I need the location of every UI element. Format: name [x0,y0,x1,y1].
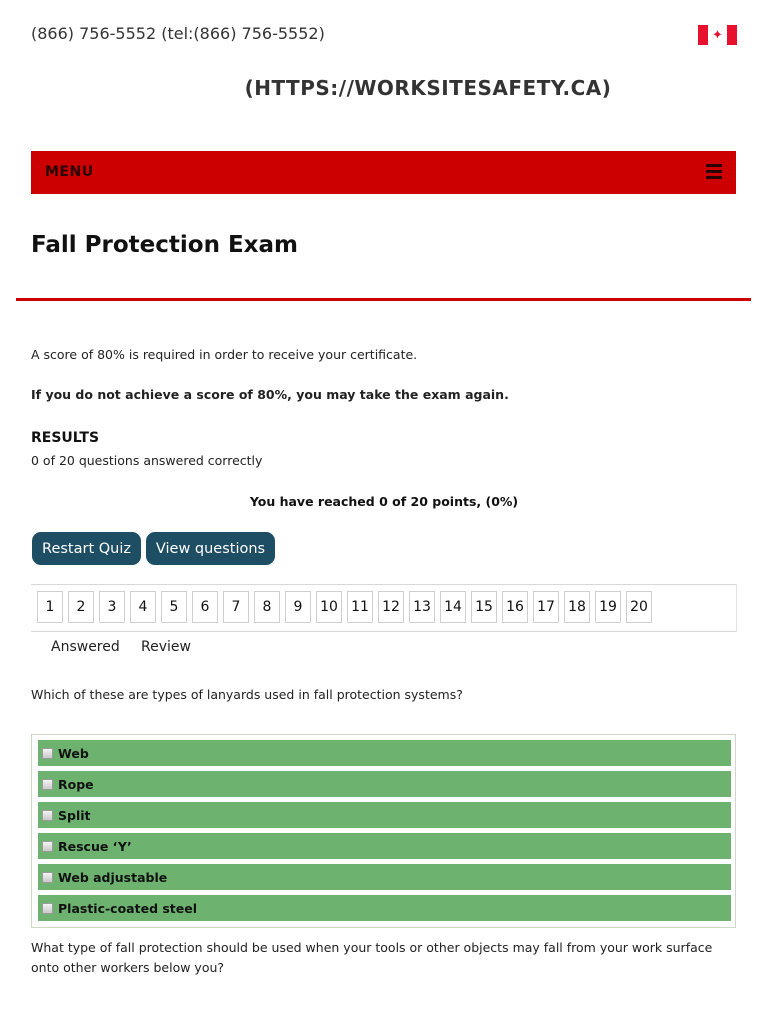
points-summary: You have reached 0 of 20 points, (0%) [249,494,519,509]
answer-label: Split [58,807,91,823]
question-number-2[interactable]: 2 [68,591,94,623]
question-number-6[interactable]: 6 [192,591,218,623]
question-number-9[interactable]: 9 [285,591,311,623]
answer-option[interactable] [38,833,731,859]
retake-note: If you do not achieve a score of 80%, you may take the exam again. [31,387,509,402]
question-number-11[interactable]: 11 [347,591,373,623]
question-number-19[interactable]: 19 [595,591,621,623]
question-number-18[interactable]: 18 [564,591,590,623]
maple-leaf-icon: ✦ [712,27,723,43]
answer-option[interactable] [38,771,731,797]
answer-checkbox[interactable] [42,748,53,759]
results-summary: 0 of 20 questions answered correctly [31,453,263,468]
question-number-15[interactable]: 15 [471,591,497,623]
title-divider [16,298,751,301]
phone-link[interactable]: (866) 756-5552 (tel:(866) 756-5552) [31,24,325,43]
site-url-link[interactable] [0,76,768,100]
menu-label[interactable]: MENU [45,164,94,180]
question-number-17[interactable]: 17 [533,591,559,623]
answer-option[interactable] [38,895,731,921]
answer-checkbox[interactable] [42,810,53,821]
answer-option[interactable] [38,802,731,828]
answer-checkbox[interactable] [42,903,53,914]
site-url-text[interactable]: (HTTPS://WORKSITESAFETY.CA) [244,76,612,100]
question-number-14[interactable]: 14 [440,591,466,623]
menu-bar[interactable] [31,151,736,194]
question-text: Which of these are types of lanyards used in fall protection systems? [31,687,463,702]
answer-label: Rescue ‘Y’ [58,838,132,854]
answer-label: Web [58,745,89,761]
answer-checkbox[interactable] [42,779,53,790]
legend-answered: Answered [51,639,120,655]
canada-flag-icon[interactable] [698,25,737,45]
answer-label: Rope [58,776,94,792]
question-navigation [31,584,737,632]
page-title: Fall Protection Exam [31,232,298,258]
requirement-text: A score of 80% is required in order to receive your certificate. [31,347,418,362]
question-number-20[interactable]: 20 [626,591,652,623]
question-number-8[interactable]: 8 [254,591,280,623]
legend-review: Review [141,639,191,655]
question-number-list [37,591,652,623]
results-heading: RESULTS [31,430,100,446]
hamburger-icon[interactable] [706,164,722,179]
question-number-5[interactable]: 5 [161,591,187,623]
answer-list [31,734,736,928]
answer-label: Web adjustable [58,869,168,885]
question-number-10[interactable]: 10 [316,591,342,623]
question-number-13[interactable]: 13 [409,591,435,623]
answer-checkbox[interactable] [42,841,53,852]
flag-left-bar [698,25,708,45]
question-number-4[interactable]: 4 [130,591,156,623]
answer-label: Plastic-coated steel [58,900,198,916]
question-number-16[interactable]: 16 [502,591,528,623]
question-text: What type of fall protection should be used when your tools or other objects may fall from your work surface onto other workers below you? [31,940,713,975]
answer-checkbox[interactable] [42,872,53,883]
answer-option[interactable] [38,740,731,766]
answer-option[interactable] [38,864,731,890]
view-questions-button[interactable]: View questions [146,532,275,565]
question-number-3[interactable]: 3 [99,591,125,623]
question-number-1[interactable]: 1 [37,591,63,623]
flag-right-bar [727,25,737,45]
restart-quiz-button[interactable]: Restart Quiz [32,532,141,565]
question-number-12[interactable]: 12 [378,591,404,623]
question-number-7[interactable]: 7 [223,591,249,623]
